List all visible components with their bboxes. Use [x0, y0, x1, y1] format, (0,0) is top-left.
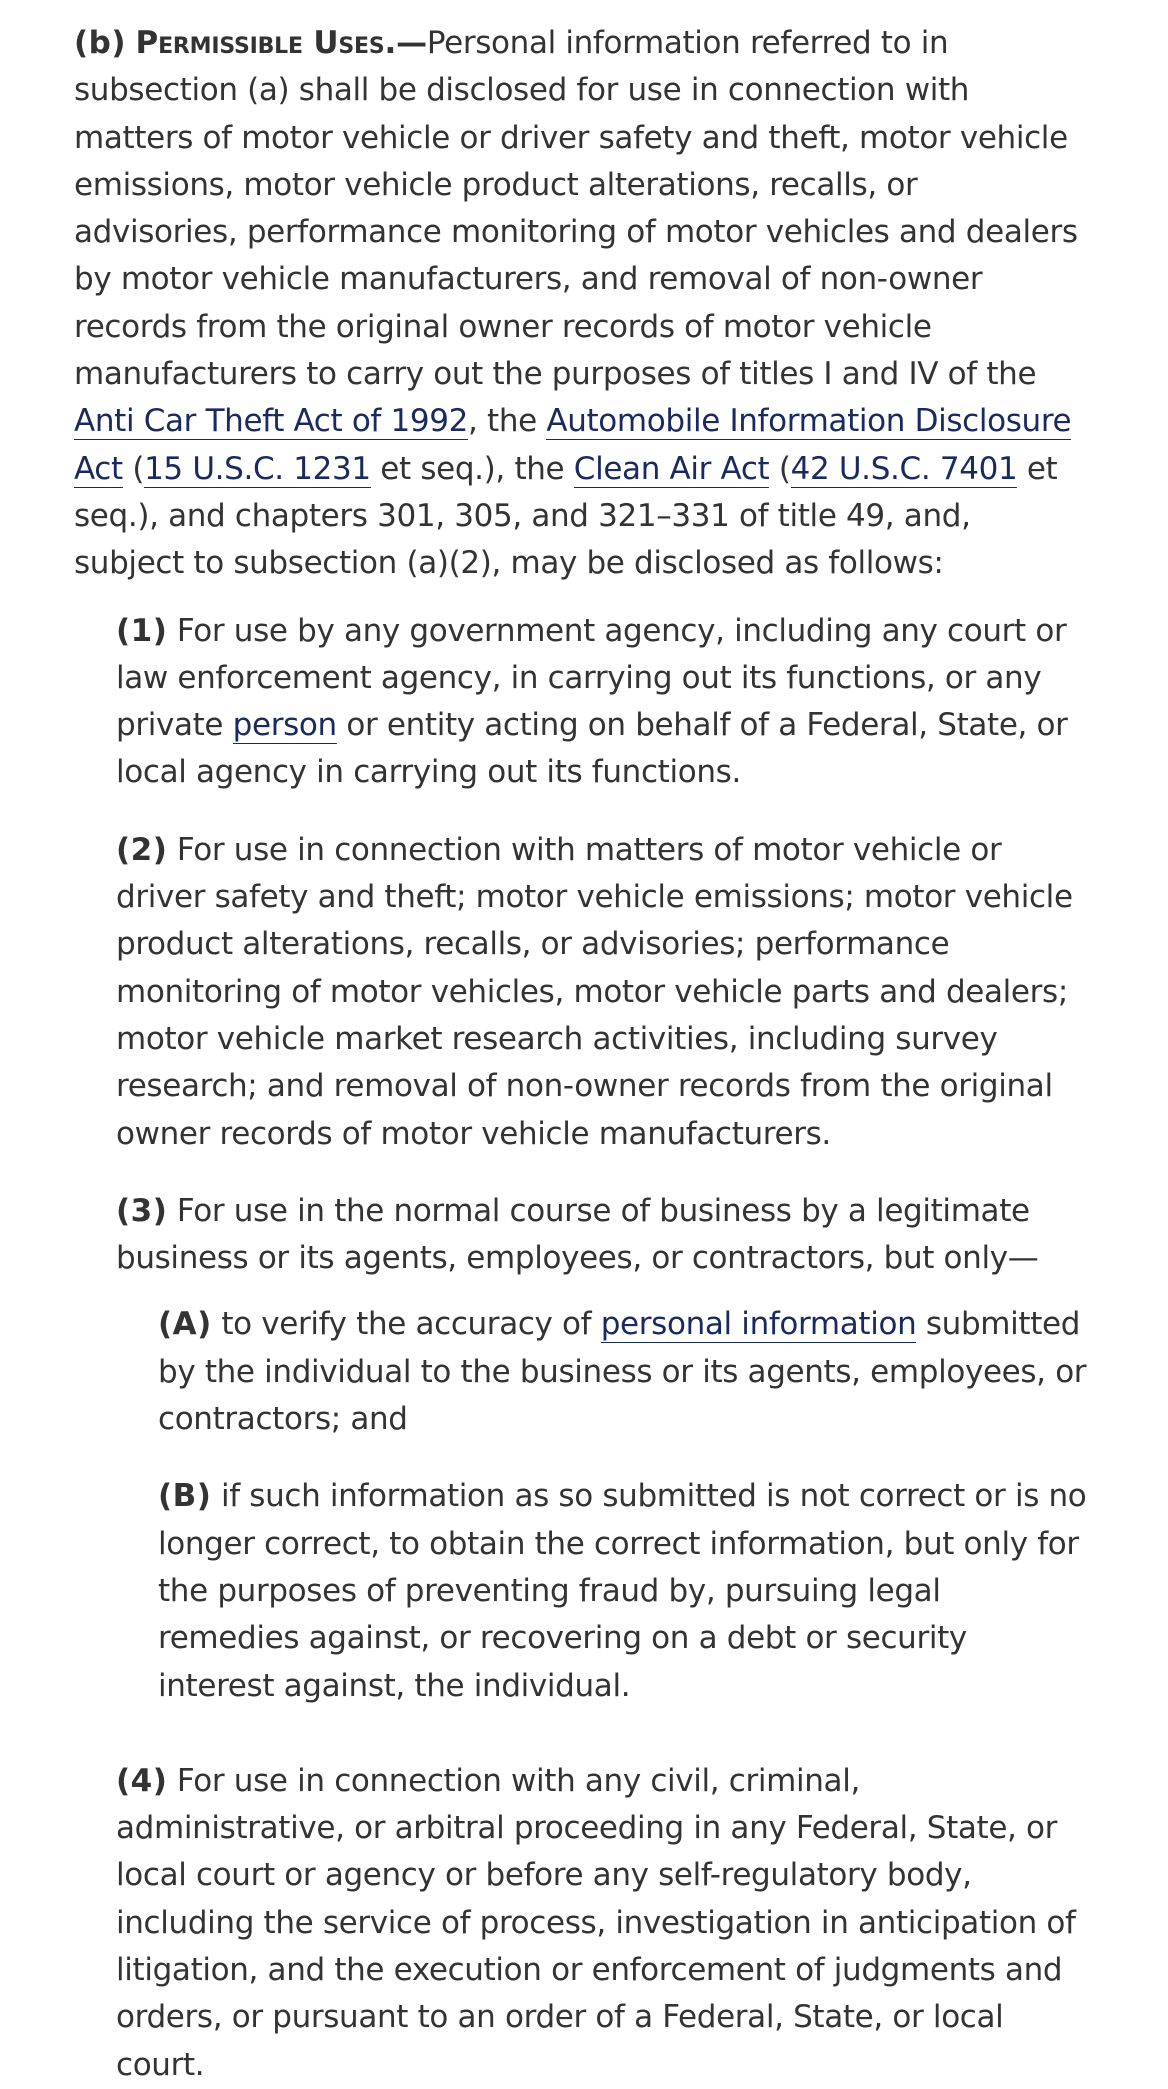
subsection-b-text-5: (: [769, 450, 791, 487]
clean-air-act-link[interactable]: Clean Air Act: [573, 450, 770, 487]
subsection-b-text-6: et seq.), and chapters 301, 305, and 321–331 of title 49, and, subject to subsection (a)(2), may be disclosed as follows:: [74, 450, 1058, 582]
automobile-information-disclosure-act-link[interactable]: Automobile Information Disclosure Act: [74, 403, 1072, 487]
subsection-b: [74, 20, 1088, 588]
personal-information-link[interactable]: personal information: [600, 1306, 917, 1343]
subsection-b-heading: Permissible Uses.—: [135, 25, 427, 61]
subsection-b-text-4: et seq.), the: [370, 450, 574, 487]
subparagraph-3a-marker: (A): [158, 1306, 212, 1343]
subparagraph-3a-text-1: to verify the accuracy of: [211, 1306, 601, 1343]
paragraph-4-marker: (4): [116, 1762, 168, 1799]
subsection-b-text-1: Personal information referred to in subsection (a) shall be disclosed for use in connection with matters of motor vehicle or driver safety and theft, motor vehicle emissions, motor vehicle product alterations, recalls, or advisories, performance monitoring of motor vehicles and dealers by motor vehicle manufacturers, and removal of non-owner records from the original owner records of motor vehicle manufacturers to carry out the purposes of titles I and IV of the: [74, 25, 1078, 393]
subparagraph-3b-text: if such information as so submitted is not correct or is no longer correct, to obtain the correct information, but only for the purposes of preventing fraud by, pursuing legal remedies against, or recovering on a debt or security interest against, the individual.: [158, 1478, 1087, 1704]
subparagraph-3a-text-2: submitted by the individual to the business or its agents, employees, or contractors; and: [158, 1306, 1087, 1438]
subsection-b-text-3: (: [122, 450, 145, 487]
paragraph-2-text: For use in connection with matters of motor vehicle or driver safety and theft; motor vehicle emissions; motor vehicle product alterations, recalls, or advisories; performance monitoring of motor vehicles, motor vehicle parts and dealers; motor vehicle market research activities, including survey research; and removal of non-owner records from the original owner records of motor vehicle manufacturers.: [116, 831, 1073, 1152]
subsection-b-text-2: , the: [468, 403, 547, 440]
paragraph-4-text: For use in connection with any civil, criminal, administrative, or arbitral proceeding in any Federal, State, or local court or agency or before any self-regulatory body, including the service of process, investigation in anticipation of litigation, and the execution or enforcement of judgments and orders, or pursuant to an order of a Federal, State, or local court.: [116, 1762, 1076, 2083]
subparagraph-3b: [158, 1473, 1088, 1709]
usc-42-7401-link[interactable]: 42 U.S.C. 7401: [790, 450, 1018, 487]
paragraph-2-marker: (2): [116, 831, 168, 868]
paragraph-2: [116, 827, 1088, 1158]
subparagraph-3a: [158, 1301, 1088, 1443]
paragraph-4: [116, 1758, 1088, 2089]
person-link[interactable]: person: [232, 707, 337, 744]
subparagraph-3b-marker: (B): [158, 1478, 212, 1515]
paragraph-1-text-1: For use by any government agency, including any court or law enforcement agency, in carrying out its functions, or any private: [116, 612, 1067, 744]
anti-car-theft-act-link[interactable]: Anti Car Theft Act of 1992: [74, 403, 468, 440]
subsection-b-marker: (b): [74, 25, 127, 61]
paragraph-1: [116, 608, 1088, 797]
usc-15-1231-link[interactable]: 15 U.S.C. 1231: [144, 450, 371, 487]
paragraph-1-text-2: or entity acting on behalf of a Federal, State, or local agency in carrying out its functions.: [116, 707, 1068, 791]
paragraph-3-marker: (3): [116, 1192, 168, 1229]
paragraph-1-marker: (1): [116, 612, 168, 649]
paragraph-3-text: For use in the normal course of business by a legitimate business or its agents, employees, or contractors, but only—: [116, 1192, 1039, 1277]
paragraph-3: [116, 1188, 1088, 1283]
